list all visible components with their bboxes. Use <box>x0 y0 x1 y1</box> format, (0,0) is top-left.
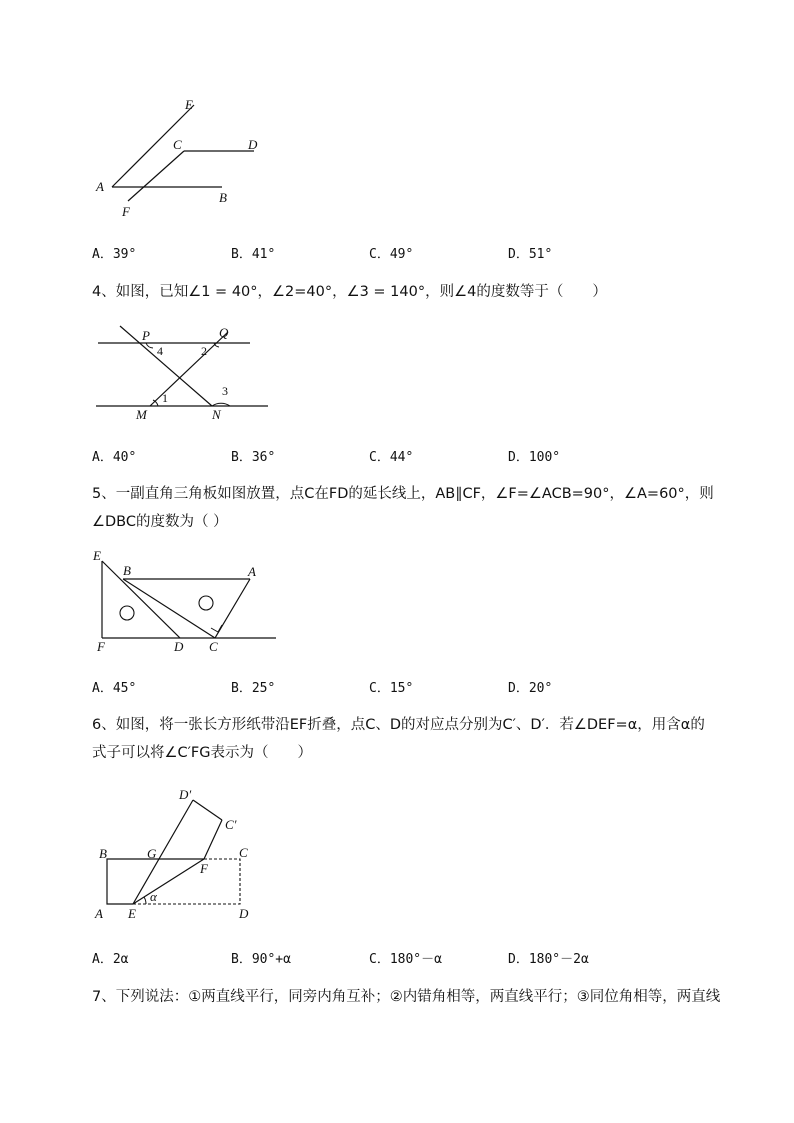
angle-3-label: 3 <box>222 384 228 398</box>
label-B: B <box>123 563 131 578</box>
question-7 <box>92 983 737 1011</box>
label-Q: Q <box>219 325 229 340</box>
q7-text: 7、下列说法：①两直线平行，同旁内角互补；②内错角相等，两直线平行；③同位角相等，两直线 <box>92 989 721 1005</box>
label-E: E <box>93 548 101 563</box>
angle-2-label: 2 <box>201 344 207 358</box>
label-N: N <box>212 407 221 422</box>
q5-options <box>92 677 712 697</box>
question-4 <box>92 278 737 306</box>
q4-option-d[interactable]: D．100° <box>508 450 561 465</box>
label-C: C <box>173 137 182 152</box>
label-A: A <box>95 906 103 921</box>
q6-option-d[interactable]: D．180°－2α <box>508 952 589 967</box>
label-B: B <box>99 846 107 861</box>
q5-option-c[interactable]: C．15° <box>369 681 414 696</box>
q3-option-a[interactable]: A．39° <box>92 247 137 262</box>
label-B: B <box>219 190 227 205</box>
label-C-prime: C′ <box>225 817 237 832</box>
q4-option-a[interactable]: A．40° <box>92 450 137 465</box>
q3-option-c[interactable]: C．49° <box>369 247 414 262</box>
label-A: A <box>96 179 104 194</box>
q6-figure <box>90 782 265 924</box>
q6-option-a[interactable]: A．2α <box>92 952 129 967</box>
label-C: C <box>209 639 218 654</box>
angle-4-label: 4 <box>157 344 163 358</box>
alpha-label: α <box>150 889 157 904</box>
q3-figure <box>90 95 280 225</box>
q3-option-d[interactable]: D．51° <box>508 247 553 262</box>
label-D: D <box>239 906 249 921</box>
q3-options <box>92 243 712 263</box>
label-A: A <box>248 564 256 579</box>
label-D: D <box>248 137 258 152</box>
label-D-prime: D′ <box>179 787 192 802</box>
question-6 <box>92 711 737 767</box>
q4-option-c[interactable]: C．44° <box>369 450 414 465</box>
q4-figure <box>90 320 280 425</box>
q6-option-b[interactable]: B．90°+α <box>231 952 291 967</box>
label-M: M <box>136 407 147 422</box>
label-F: F <box>200 861 208 876</box>
q4-option-b[interactable]: B．36° <box>231 450 276 465</box>
q4-options <box>92 446 712 466</box>
label-D: D <box>174 639 184 654</box>
q5-option-d[interactable]: D．20° <box>508 681 553 696</box>
q5-figure <box>90 545 285 655</box>
q5-text-line2: ∠DBC的度数为（ ） <box>92 514 228 530</box>
q5-option-b[interactable]: B．25° <box>231 681 276 696</box>
q4-text: 4、如图，已知∠1 = 40°，∠2=40°，∠3 = 140°，则∠4的度数等于（ ） <box>92 284 607 300</box>
label-P: P <box>142 328 150 343</box>
q3-option-b[interactable]: B．41° <box>231 247 276 262</box>
q6-option-c[interactable]: C．180°－α <box>369 952 442 967</box>
question-5 <box>92 480 737 536</box>
label-G: G <box>147 846 157 861</box>
label-E: E <box>185 97 193 112</box>
q6-text-line1: 6、如图，将一张长方形纸带沿EF折叠，点C、D的对应点分别为C′、D′．若∠DEF=α，用含α的 <box>92 717 705 733</box>
q5-option-a[interactable]: A．45° <box>92 681 137 696</box>
angle-1-label: 1 <box>162 391 168 405</box>
label-F: F <box>97 639 105 654</box>
q6-options <box>92 948 712 968</box>
label-C: C <box>239 845 248 860</box>
label-E: E <box>128 906 136 921</box>
label-F: F <box>122 204 130 219</box>
q5-text-line1: 5、一副直角三角板如图放置，点C在FD的延长线上，AB∥CF，∠F=∠ACB=90°，∠A=60°，则 <box>92 486 714 502</box>
q6-text-line2: 式子可以将∠C′FG表示为（ ） <box>92 745 312 761</box>
